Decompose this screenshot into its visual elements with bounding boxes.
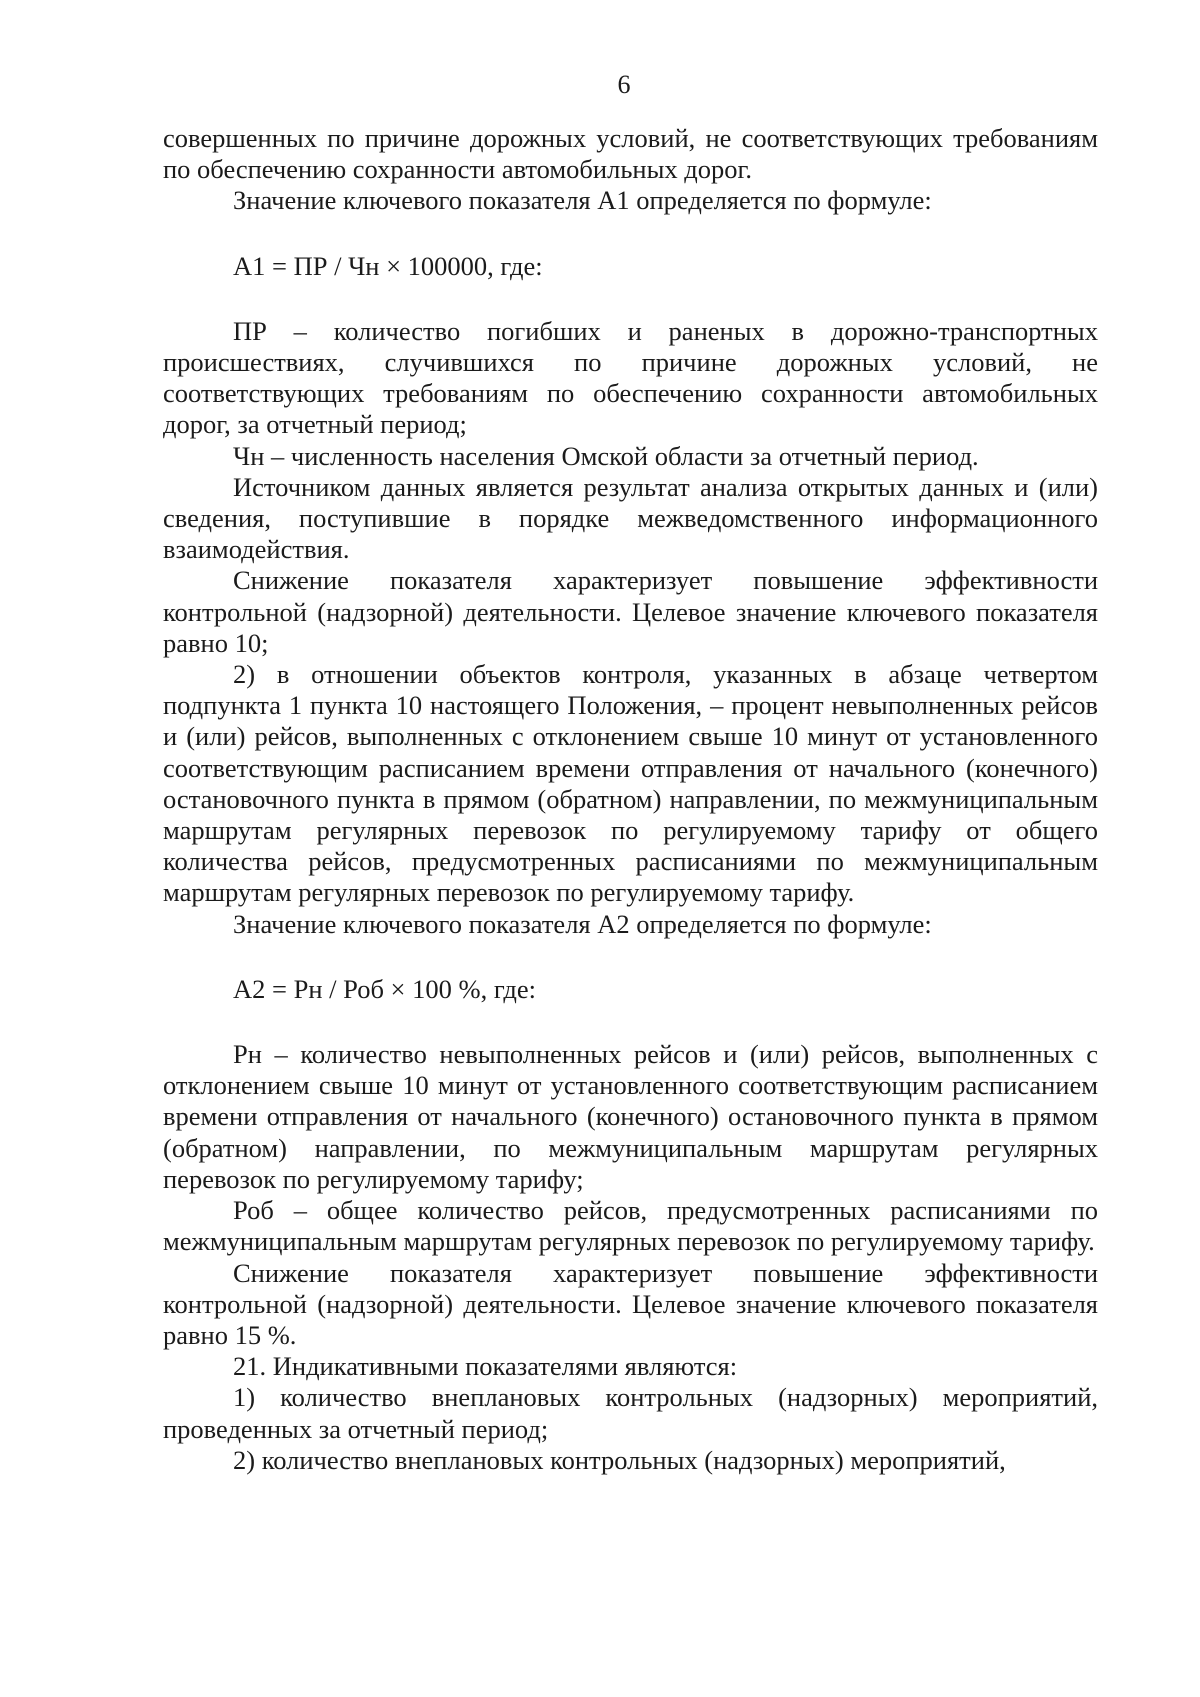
paragraph-indicative-2: 2) количество внеплановых контрольных (надзорных) мероприятий, <box>233 1444 1006 1475</box>
paragraph-data-source: Источником данных является результат анализа открытых данных и (или) сведения, поступившие в порядке межведомственного информационного взаимодействия. <box>163 471 1098 565</box>
paragraph-a2-intro: Значение ключевого показателя А2 определяется по формуле: <box>233 908 932 939</box>
paragraph-indicative-1: 1) количество внеплановых контрольных (надзорных) мероприятий, проведенных за отчетный период; <box>163 1382 1098 1444</box>
document-body <box>163 123 1098 1476</box>
spacer <box>163 1005 1098 1039</box>
spacer <box>163 282 1098 316</box>
paragraph-rn-definition: Рн – количество невыполненных рейсов и (или) рейсов, выполненных с отклонением свыше 10 минут от установленного соответствующим расписанием времени отправления от начального (конечного) остановочного пункта в прямом (обратном) направлении, по межмуниципальным маршрутам регулярных перевозок по регулируемому тарифу; <box>163 1039 1098 1194</box>
paragraph-indicative-heading: 21. Индикативными показателями являются: <box>233 1351 738 1382</box>
formula-a2: А2 = Рн / Роб × 100 %, где: <box>233 973 536 1004</box>
paragraph-chn-definition: Чн – численность населения Омской области за отчетный период. <box>233 440 979 471</box>
paragraph-target-a1: Снижение показателя характеризует повышение эффективности контрольной (надзорной) деятельности. Целевое значение ключевого показателя равно 10; <box>163 565 1098 658</box>
paragraph-continuation: совершенных по причине дорожных условий, не соответствующих требованиям по обеспечению сохранности автомобильных дорог. <box>163 123 1098 185</box>
paragraph-target-a2: Снижение показателя характеризует повышение эффективности контрольной (надзорной) деятельности. Целевое значение ключевого показателя равно 15 %. <box>163 1257 1098 1350</box>
paragraph-a1-intro: Значение ключевого показателя А1 определяется по формуле: <box>233 185 932 216</box>
paragraph-rob-definition: Роб – общее количество рейсов, предусмотренных расписаниями по межмуниципальным маршрутам регулярных перевозок по регулируемому тарифу. <box>163 1195 1098 1257</box>
page-number: 6 <box>617 70 631 99</box>
spacer <box>163 217 1098 251</box>
paragraph-pr-definition: ПР – количество погибших и раненых в дорожно-транспортных происшествиях, случившихся по причине дорожных условий, не соответствующих требованиям по обеспечению сохранности автомобильных дорог, за отчетный период; <box>163 315 1098 440</box>
paragraph-item-2: 2) в отношении объектов контроля, указанных в абзаце четвертом подпункта 1 пункта 10 настоящего Положения, – процент невыполненных рейсов и (или) рейсов, выполненных с отклонением свыше 10 минут от установленного соответствующим расписанием времени отправления от начального (конечного) остановочного пункта в прямом (обратном) направлении, по межмуниципальным маршрутам регулярных перевозок по регулируемому тарифу от общего количества рейсов, предусмотренных расписаниями по межмуниципальным маршрутам регулярных перевозок по регулируемому тарифу. <box>163 659 1098 908</box>
formula-a1: А1 = ПР / Чн × 100000, где: <box>233 250 543 281</box>
spacer <box>163 940 1098 974</box>
